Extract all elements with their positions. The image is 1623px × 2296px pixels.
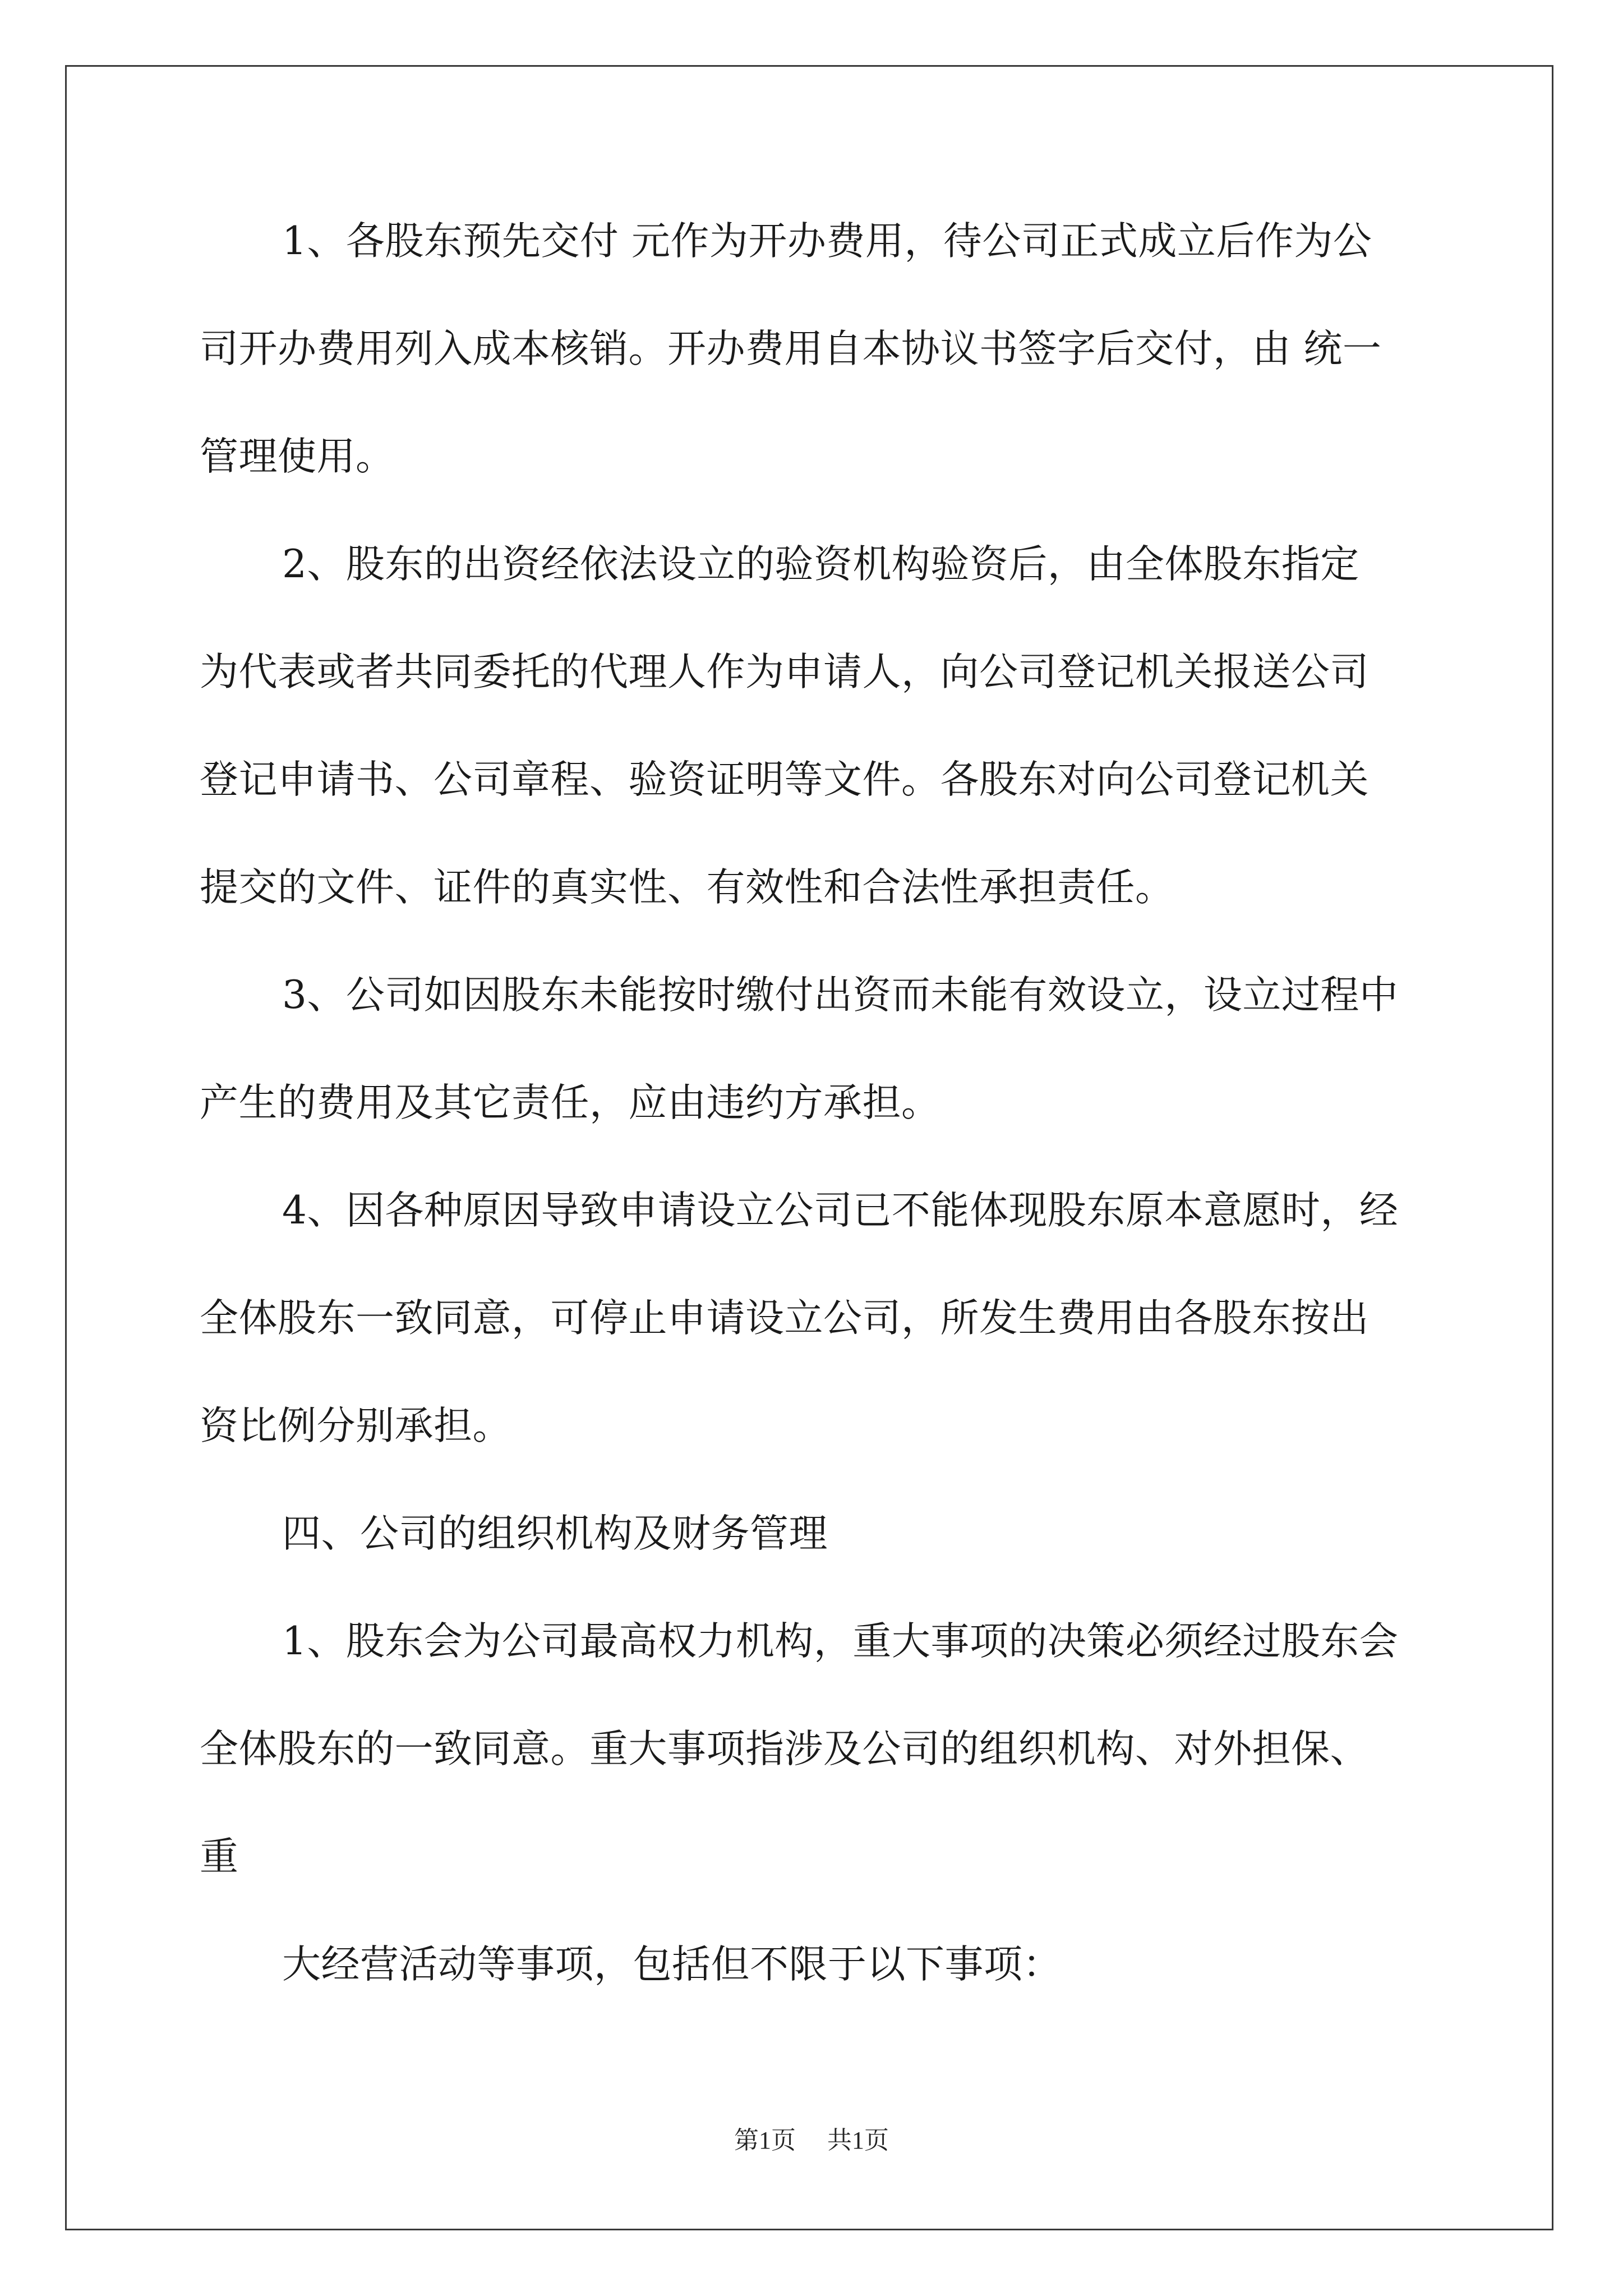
paragraph-1-line-2: 司开办费用列入成本核销。开办费用自本协议书签字后交付，由 统一 xyxy=(200,326,1382,371)
paragraph-1-line-3: 管理使用。 xyxy=(200,434,395,479)
paragraph-5-line-2: 全体股东的一致同意。重大事项指涉及公司的组织机构、对外担保、 xyxy=(200,1727,1369,1772)
paragraph-3-line-1: 3、公司如因股东未能按时缴付出资而未能有效设立，设立过程中 xyxy=(282,973,1399,1018)
paragraph-4-line-2: 全体股东一致同意，可停止申请设立公司，所发生费用由各股东按出 xyxy=(200,1296,1369,1341)
section-heading: 四、公司的组织机构及财务管理 xyxy=(282,1511,828,1556)
paragraph-1-line-1: 1、各股东预先交付 元作为开办费用，待公司正式成立后作为公 xyxy=(282,219,1372,264)
paragraph-5-line-3: 重 xyxy=(200,1834,239,1879)
paragraph-2-line-4: 提交的文件、证件的真实性、有效性和合法性承担责任。 xyxy=(200,865,1174,910)
page-footer xyxy=(0,2124,1623,2157)
document-body xyxy=(200,213,1433,2044)
page-number-total: 共1页 xyxy=(827,2127,889,2154)
paragraph-2-line-2: 为代表或者共同委托的代理人作为申请人，向公司登记机关报送公司 xyxy=(200,650,1369,694)
paragraph-4-line-1: 4、因各种原因导致申请设立公司已不能体现股东原本意愿时，经 xyxy=(282,1188,1399,1233)
paragraph-2-line-3: 登记申请书、公司章程、验资证明等文件。各股东对向公司登记机关 xyxy=(200,757,1369,802)
page-number-current: 第1页 xyxy=(734,2127,796,2154)
paragraph-3-line-2: 产生的费用及其它责任，应由违约方承担。 xyxy=(200,1080,940,1125)
paragraph-2-line-1: 2、股东的出资经依法设立的验资机构验资后，由全体股东指定 xyxy=(282,542,1359,587)
paragraph-5-line-1: 1、股东会为公司最高权力机构，重大事项的决策必须经过股东会 xyxy=(282,1619,1399,1664)
paragraph-4-line-3: 资比例分别承担。 xyxy=(200,1404,511,1448)
paragraph-6-line-1: 大经营活动等事项，包括但不限于以下事项： xyxy=(282,1942,1062,1987)
